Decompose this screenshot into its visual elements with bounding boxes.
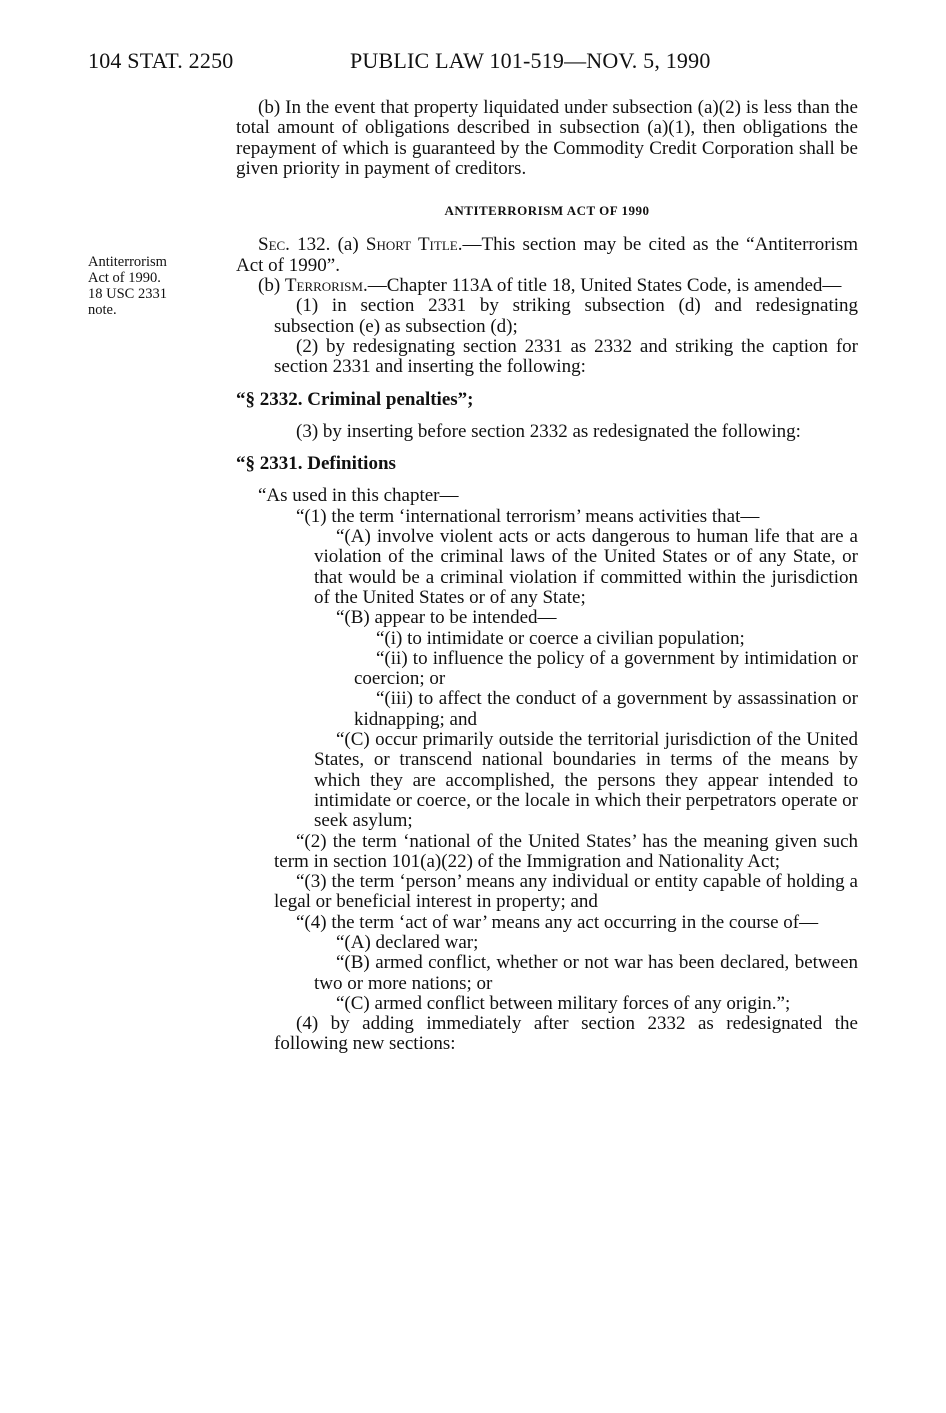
definition-1B-ii: “(ii) to influence the policy of a government by intimidation or coercion; or [354,647,858,690]
definition-1B-i: “(i) to intimidate or coerce a civilian population; [376,627,745,649]
short-title-label: Short Title [365,234,458,256]
sec-label: Sec. [258,234,290,256]
as-used-clause: “As used in this chapter— [258,485,459,507]
definition-4B: “(B) armed conflict, whether or not war has been declared, between two or more nations; or [314,952,858,994]
definition-1C: “(C) occur primarily outside the territorial jurisdiction of the United States, or transcend national boundaries in terms of the means by which they are accomplished, the persons they appear intended to intimidate or coerce, or the locale in which their perpetrators operate or seek asylum; [314,729,858,832]
stat-page-reference: 104 STAT. 2250 [88,48,234,73]
amendment-item-3: (3) by inserting before section 2332 as redesignated the following: [296,420,801,442]
margin-note-line: note. [88,302,117,318]
amendment-item-4: (4) by adding immediately after section 2332 as redesignated the following new sections: [274,1013,858,1055]
paragraph-b: (b) In the event that property liquidated under subsection (a)(2) is less than the total amount of obligations described in subsection (a)(1), then obligations the repayment of which is guaranteed by the Commodity Credit Corporation shall be given priority in payment of creditors. [236,97,858,179]
definition-1A: “(A) involve violent acts or acts dangerous to human life that are a violation of the criminal laws of the United States or of any State, or that would be a criminal violation if committed within the jurisdiction of the United States or of any State; [314,526,858,608]
amendment-item-2: (2) by redesignating section 2331 as 2332 and striking the caption for section 2331 and inserting the following: [274,335,858,378]
terrorism-label: Terrorism [284,275,363,297]
sec-number: 132. (a) [289,234,366,256]
section-132-a [236,235,858,276]
caption-2332: “§ 2332. Criminal penalties”; [236,388,474,410]
definition-1B-iii: “(iii) to affect the conduct of a government by assassination or kidnapping; and [354,688,858,730]
terrorism-prefix: (b) [258,275,285,297]
definition-1: “(1) the term ‘international terrorism’ means activities that— [296,505,760,527]
law-title: PUBLIC LAW 101-519—NOV. 5, 1990 [350,48,711,73]
definition-3: “(3) the term ‘person’ means any individual or entity capable of holding a legal or beneficial interest in property; and [274,871,858,913]
definition-1B: “(B) appear to be intended— [336,607,557,629]
short-title-text: .—This section may be cited as the “Antiterrorism Act of 1990”. [236,234,859,276]
margin-note-line: 18 USC 2331 [88,286,167,302]
terrorism-text: .—Chapter 113A of title 18, United States Code, is amended— [362,275,842,297]
margin-note-line: Antiterrorism [88,254,167,270]
section-132-b [236,276,858,296]
margin-note-line: Act of 1990. [88,270,161,286]
definition-4C: “(C) armed conflict between military forces of any origin.”; [336,992,791,1014]
caption-2331: “§ 2331. Definitions [236,453,396,475]
definition-2: “(2) the term ‘national of the United States’ has the meaning given such term in section 101(a)(22) of the Immigration and Nationality Act; [274,830,858,872]
page-header [88,48,858,78]
act-heading: ANTITERRORISM ACT OF 1990 [444,203,650,219]
definition-4A: “(A) declared war; [336,931,479,953]
amendment-item-1: (1) in section 2331 by striking subsection (d) and redesignating subsection (e) as subsection (d); [274,295,858,337]
document-body [236,98,858,1055]
margin-note [88,254,228,318]
definition-4: “(4) the term ‘act of war’ means any act occurring in the course of— [296,911,819,933]
